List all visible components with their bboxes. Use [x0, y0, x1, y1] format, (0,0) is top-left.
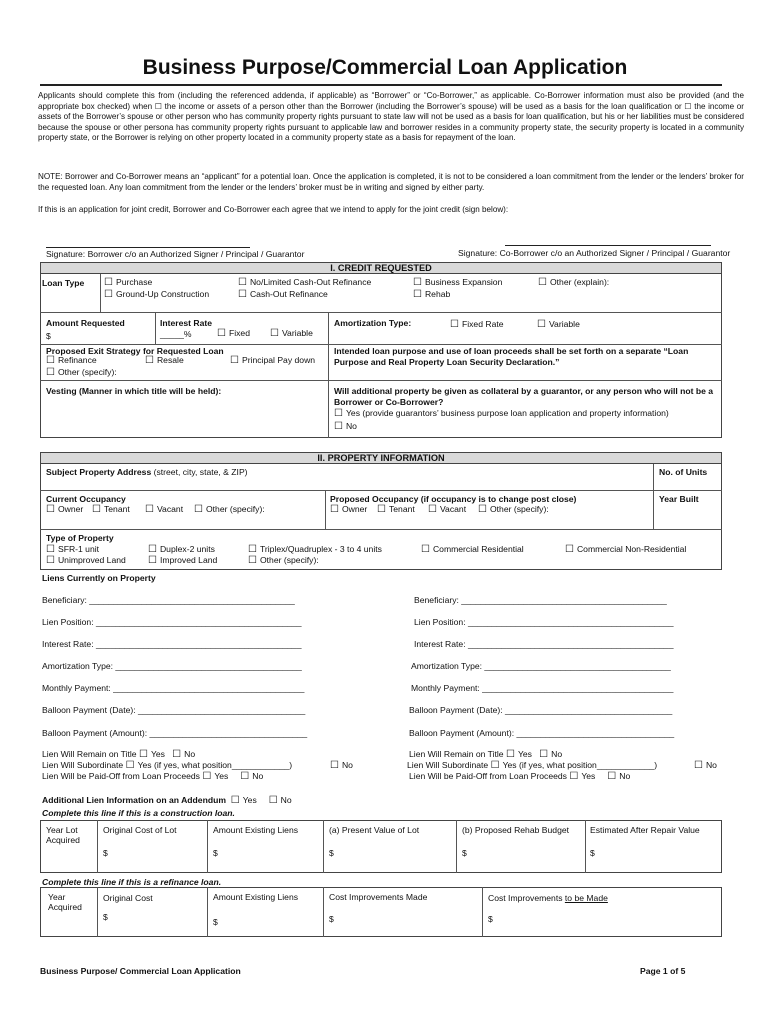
interest-variable-checkbox[interactable]: ☐ Variable — [270, 328, 313, 339]
lien1-interest-rate[interactable]: Interest Rate: ___________________________________________ — [42, 639, 302, 649]
construction-existing-liens-value[interactable]: $ — [213, 848, 218, 858]
loan-type-ground-up[interactable]: ☐ Ground-Up Construction — [104, 289, 209, 300]
lien2-beneficiary[interactable]: Beneficiary: ___________________________________________ — [414, 595, 667, 605]
type-other-checkbox[interactable]: ☐ Other (specify): — [248, 555, 319, 566]
loan-type-rehab[interactable]: ☐ Rehab — [413, 289, 450, 300]
loan-type-no-cash-out[interactable]: ☐ No/Limited Cash-Out Refinance — [238, 277, 371, 288]
intro-paragraph-2: NOTE: Borrower and Co-Borrower means an “applicant” for a potential loan. Once the application is completed, it is not to be considered a loan commitment from the lender or the lenders’ broker for the requested loan. Any loan commitment from the lender or the lenders’ broker must be in writing and signed by either party. — [38, 172, 745, 192]
footer-page-number: Page 1 of 5 — [640, 966, 686, 976]
lien1-subordinate-yes[interactable]: ☐ Yes (if yes, what position____________) — [126, 760, 292, 770]
lien1-subordinate: Lien Will Subordinate ☐ Yes (if yes, what position____________) — [42, 760, 292, 771]
lien1-position[interactable]: Lien Position: ___________________________________________ — [42, 617, 302, 627]
addendum-yes[interactable]: ☐ Yes — [231, 795, 257, 805]
construction-present-value-value[interactable]: $ — [329, 848, 334, 858]
lien1-amortization-type[interactable]: Amortization Type: _______________________________________ — [42, 661, 302, 671]
amortization-variable-checkbox[interactable]: ☐ Variable — [537, 319, 580, 330]
refinance-improvements-to-be-made-value[interactable]: $ — [488, 914, 493, 924]
lien1-paid-off-yes[interactable]: ☐ Yes — [202, 771, 228, 781]
amortization-type-label: Amortization Type: — [334, 318, 412, 328]
loan-type-cash-out[interactable]: ☐ Cash-Out Refinance — [238, 289, 328, 300]
type-commercial-residential-checkbox[interactable]: ☐ Commercial Residential — [421, 544, 524, 555]
coborrower-signature-line[interactable] — [505, 245, 711, 246]
proposed-tenant-checkbox[interactable]: ☐ Tenant — [377, 504, 415, 515]
construction-col-original-cost: Original Cost of Lot — [103, 825, 177, 835]
lien2-paid-off-yes[interactable]: ☐ Yes — [569, 771, 595, 781]
interest-rate-value[interactable]: _____% — [160, 329, 192, 339]
construction-note: Complete this line if this is a construction loan. — [42, 808, 235, 818]
coborrower-signature-label: Signature: Co-Borrower c/o an Authorized Signer / Principal / Guarantor — [458, 248, 731, 258]
exit-resale-checkbox[interactable]: ☐ Resale — [145, 355, 184, 366]
current-tenant-checkbox[interactable]: ☐ Tenant — [92, 504, 130, 515]
amount-requested-label: Amount Requested — [46, 318, 125, 328]
loan-type-label: Loan Type — [42, 278, 85, 288]
lien2-remain-yes[interactable]: ☐ Yes — [506, 749, 532, 759]
type-of-property-label: Type of Property — [46, 533, 114, 543]
refinance-existing-liens-value[interactable]: $ — [213, 917, 218, 927]
amortization-fixed-checkbox[interactable]: ☐ Fixed Rate — [450, 319, 504, 330]
current-owner-checkbox[interactable]: ☐ Owner — [46, 504, 83, 515]
lien1-remain-yes[interactable]: ☐ Yes — [139, 749, 165, 759]
lien1-beneficiary[interactable]: Beneficiary: ___________________________________________ — [42, 595, 295, 605]
borrower-signature-line[interactable] — [46, 247, 250, 248]
current-other-checkbox[interactable]: ☐ Other (specify): — [194, 504, 265, 515]
type-duplex-checkbox[interactable]: ☐ Duplex-2 units — [148, 544, 215, 555]
footer-document-title: Business Purpose/ Commercial Loan Application — [40, 966, 241, 976]
refinance-col-year-acquired: Year Acquired — [48, 892, 82, 912]
addendum-no[interactable]: ☐ No — [269, 795, 292, 805]
construction-after-repair-value[interactable]: $ — [590, 848, 595, 858]
lien1-monthly-payment[interactable]: Monthly Payment: ________________________________________ — [42, 683, 305, 693]
construction-col-present-value: (a) Present Value of Lot — [329, 825, 420, 835]
lien2-paid-off: Lien Will be Paid-Off from Loan Proceeds ☐ Yes ☐ No — [409, 771, 630, 782]
refinance-col-improvements-made: Cost Improvements Made — [329, 892, 428, 902]
borrower-signature-label: Signature: Borrower c/o an Authorized Signer / Principal / Guarantor — [46, 249, 305, 259]
type-commercial-non-residential-checkbox[interactable]: ☐ Commercial Non-Residential — [565, 544, 686, 555]
lien2-position[interactable]: Lien Position: ___________________________________________ — [414, 617, 674, 627]
refinance-note: Complete this line if this is a refinance loan. — [42, 877, 222, 887]
no-of-units-label: No. of Units — [659, 467, 708, 477]
type-unimproved-land-checkbox[interactable]: ☐ Unimproved Land — [46, 555, 126, 566]
current-occupancy-label: Current Occupancy — [46, 494, 126, 504]
liens-currently-label: Liens Currently on Property — [42, 573, 156, 583]
lien2-paid-off-no[interactable]: ☐ No — [607, 771, 630, 781]
lien2-monthly-payment[interactable]: Monthly Payment: ________________________________________ — [411, 683, 674, 693]
proposed-vacant-checkbox[interactable]: ☐ Vacant — [428, 504, 466, 515]
lien1-balloon-amount[interactable]: Balloon Payment (Amount): _________________________________ — [42, 728, 308, 738]
collateral-yes-checkbox[interactable]: ☐ Yes (provide guarantors’ business purpose loan application and property information) — [334, 408, 669, 419]
vesting-label: Vesting (Manner in which title will be held): — [46, 386, 222, 396]
lien2-remain-no[interactable]: ☐ No — [539, 749, 562, 759]
intro-paragraph-3: If this is an application for joint credit, Borrower and Co-Borrower each agree that we intend to apply for the joint credit (sign below): — [38, 205, 509, 214]
construction-col-after-repair: Estimated After Repair Value — [590, 825, 700, 835]
lien1-remain-title: Lien Will Remain on Title ☐ Yes ☐ No — [42, 749, 195, 760]
type-improved-land-checkbox[interactable]: ☐ Improved Land — [148, 555, 217, 566]
lien2-subordinate-yes[interactable]: ☐ Yes (if yes, what position____________) — [491, 760, 657, 770]
lien1-paid-off: Lien Will be Paid-Off from Loan Proceeds ☐ Yes ☐ No — [42, 771, 263, 782]
lien2-remain-title: Lien Will Remain on Title ☐ Yes ☐ No — [409, 749, 562, 760]
lien2-balloon-date[interactable]: Balloon Payment (Date): ___________________________________ — [409, 705, 673, 715]
loan-type-business-expansion[interactable]: ☐ Business Expansion — [413, 277, 502, 288]
credit-requested-header: I. CREDIT REQUESTED — [40, 262, 722, 274]
year-built-label: Year Built — [659, 494, 699, 504]
construction-rehab-budget-value[interactable]: $ — [462, 848, 467, 858]
refinance-original-cost-value[interactable]: $ — [103, 912, 108, 922]
collateral-no-checkbox[interactable]: ☐ No — [334, 421, 357, 432]
refinance-improvements-made-value[interactable]: $ — [329, 914, 334, 924]
construction-original-cost-value[interactable]: $ — [103, 848, 108, 858]
exit-other-checkbox[interactable]: ☐ Other (specify): — [46, 367, 117, 378]
lien1-subordinate-no[interactable]: ☐ No — [330, 760, 353, 771]
intro-paragraph-1: Applicants should complete this from (including the referenced addenda, if applicable) as “Borrower” or “Co-Borrower,” as applicable. Co-Borrower information must also be provided (and the appropriate box checked) when ☐ the income or assets of a person other than the Borrower (including the Borrower’s spouse) will be used as a basis for the loan qualification or ☐ the income or assets of the Borrower’s spouse or other person who has community property rights pursuant to state law will not be used as a basis for loan qualification, but his or her liabilities must be considered because the spouse or other persona has community property rights pursuant to applicable law and borrower resides in a community property state, the security property is located in a community property state, or the Borrower is relying on other property located in a community property state as a basis for repayment of the loan. — [38, 91, 744, 142]
loan-type-other[interactable]: ☐ Other (explain): — [538, 277, 609, 288]
intended-use-note: Intended loan purpose and use of loan proceeds shall be set forth on a separate “Loan Purpose and Real Property Loan Security Declaration.” — [334, 346, 689, 367]
title-rule — [40, 84, 722, 86]
lien2-amortization-type[interactable]: Amortization Type: _______________________________________ — [411, 661, 671, 671]
lien1-remain-no[interactable]: ☐ No — [172, 749, 195, 759]
subject-property-address-label: Subject Property Address (street, city, state, & ZIP) — [46, 467, 248, 477]
type-triplex-checkbox[interactable]: ☐ Triplex/Quadruplex - 3 to 4 units — [248, 544, 382, 555]
exit-principal-paydown-checkbox[interactable]: ☐ Principal Pay down — [230, 355, 315, 366]
lien2-subordinate-no[interactable]: ☐ No — [694, 760, 717, 771]
property-information-header: II. PROPERTY INFORMATION — [40, 452, 722, 464]
amount-requested-value[interactable]: $ — [46, 331, 51, 341]
refinance-col-improvements-to-be-made: Cost Improvements to be Made — [488, 893, 608, 903]
current-vacant-checkbox[interactable]: ☐ Vacant — [145, 504, 183, 515]
addendum-row: Additional Lien Information on an Addendum ☐ Yes ☐ No — [42, 795, 292, 806]
exit-strategy-label: Proposed Exit Strategy for Requested Loan — [46, 346, 224, 356]
proposed-occupancy-label: Proposed Occupancy (if occupancy is to change post close) — [330, 494, 577, 504]
interest-fixed-checkbox[interactable]: ☐ Fixed — [217, 328, 250, 339]
construction-col-year-lot: Year Lot Acquired — [46, 825, 80, 845]
lien1-paid-off-no[interactable]: ☐ No — [240, 771, 263, 781]
lien2-balloon-amount[interactable]: Balloon Payment (Amount): _________________________________ — [409, 728, 675, 738]
refinance-col-original-cost: Original Cost — [103, 893, 153, 903]
proposed-owner-checkbox[interactable]: ☐ Owner — [330, 504, 367, 515]
construction-col-existing-liens: Amount Existing Liens — [213, 825, 299, 835]
collateral-question: Will additional property be given as collateral by a guarantor, or any person who will not be a Borrower or Co-Borrower? — [334, 386, 714, 407]
page-title: Business Purpose/Commercial Loan Application — [142, 56, 628, 79]
loan-type-purchase[interactable]: ☐ Purchase — [104, 277, 152, 288]
interest-rate-label: Interest Rate — [160, 318, 213, 328]
exit-refinance-checkbox[interactable]: ☐ Refinance — [46, 355, 97, 366]
lien2-subordinate: Lien Will Subordinate ☐ Yes (if yes, what position____________) — [407, 760, 657, 771]
lien2-interest-rate[interactable]: Interest Rate: ___________________________________________ — [414, 639, 674, 649]
lien1-balloon-date[interactable]: Balloon Payment (Date): ___________________________________ — [42, 705, 306, 715]
proposed-other-checkbox[interactable]: ☐ Other (specify): — [478, 504, 549, 515]
construction-col-rehab-budget: (b) Proposed Rehab Budget — [462, 825, 570, 835]
type-sfr-checkbox[interactable]: ☐ SFR-1 unit — [46, 544, 99, 555]
refinance-col-existing-liens: Amount Existing Liens — [213, 892, 299, 902]
